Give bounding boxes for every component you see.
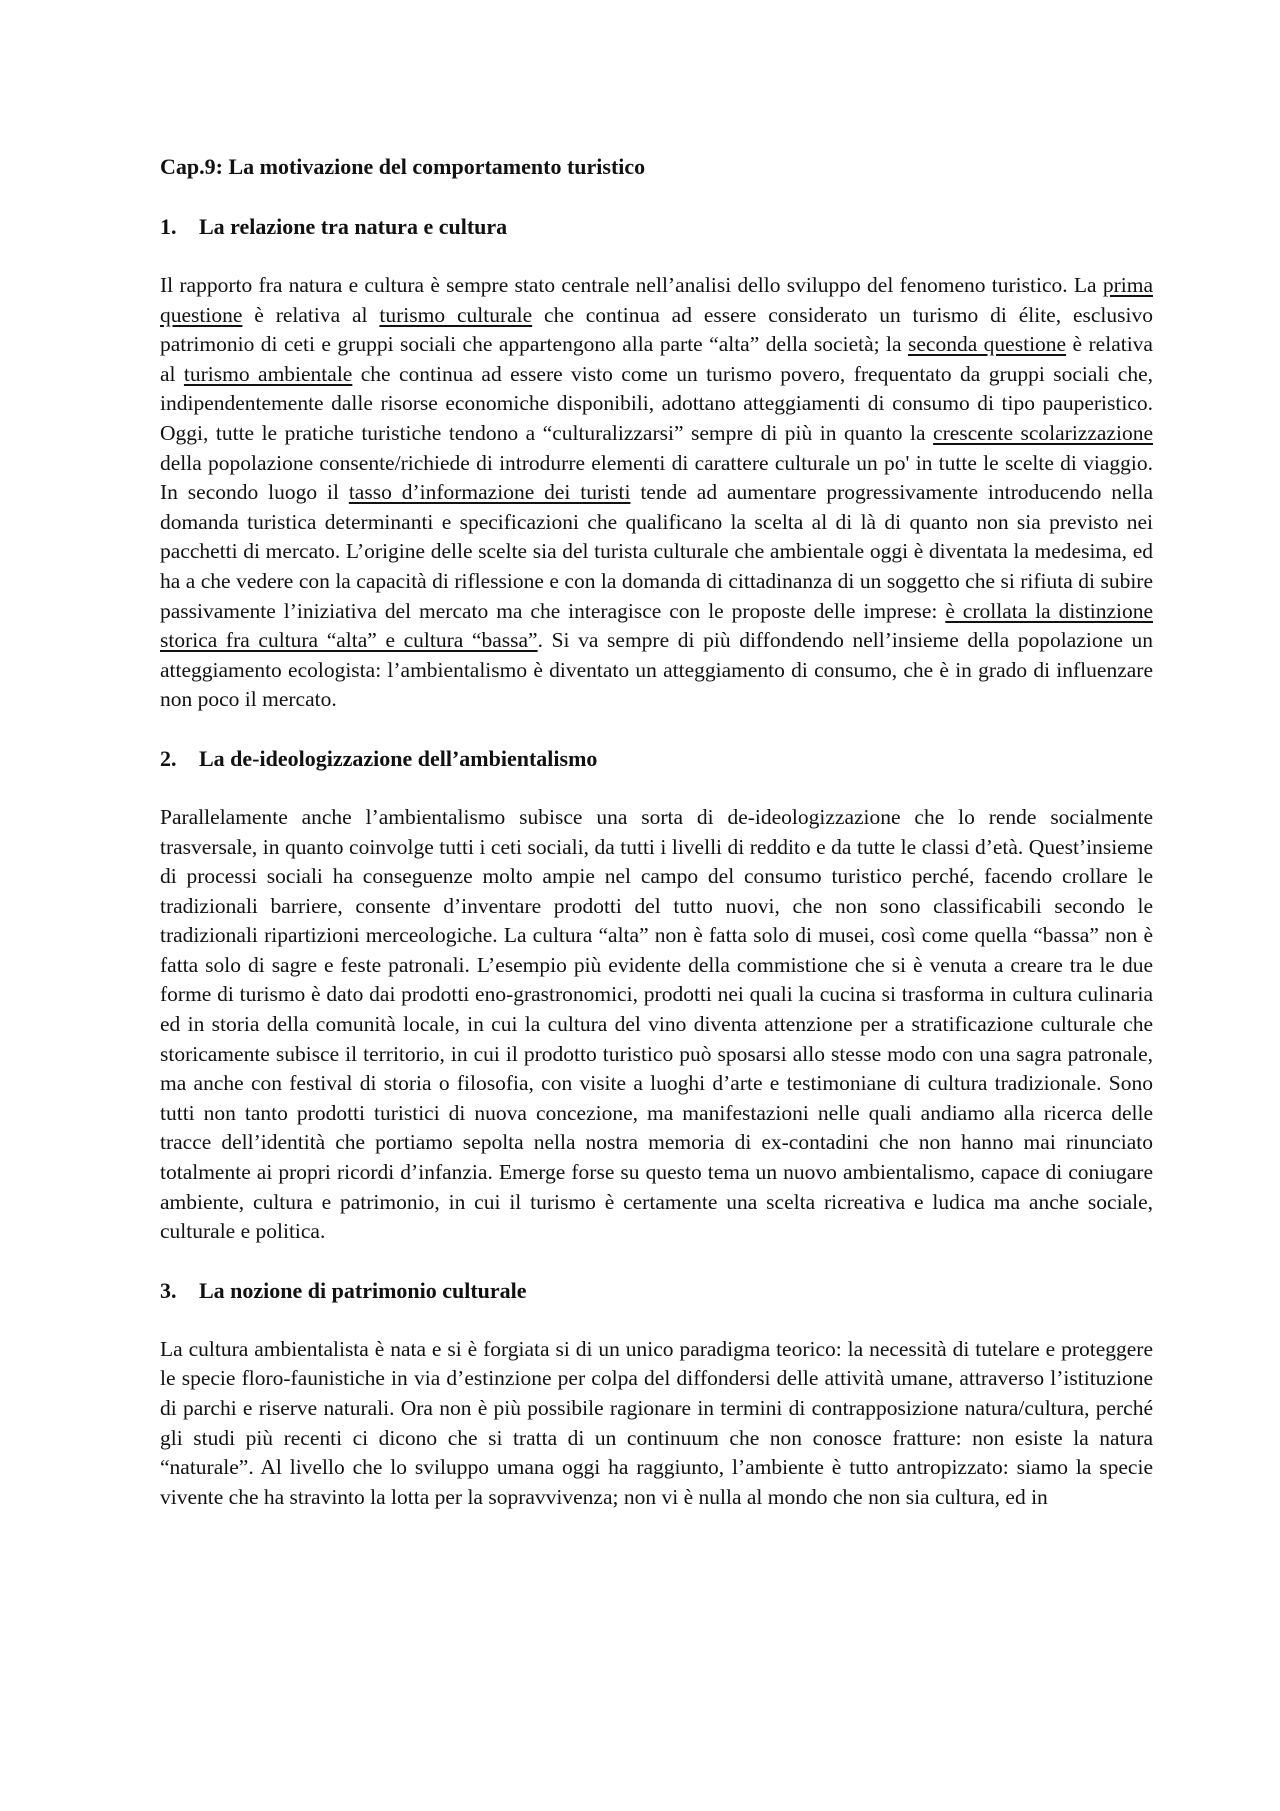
section-title: La de-ideologizzazione dell’ambientalismo <box>199 745 598 771</box>
section-title: La relazione tra natura e cultura <box>199 214 508 239</box>
underlined-text: turismo culturale <box>379 302 533 327</box>
text-run: Il rapporto fra natura e cultura è sempre stato centrale nell’analisi dello sviluppo del fenomeno turistico. La <box>160 273 1103 297</box>
section-heading-2 <box>160 744 1153 774</box>
underlined-text: turismo ambientale <box>183 361 353 386</box>
text-run: è relativa al <box>160 332 1153 386</box>
text-run: è relativa al <box>242 302 380 327</box>
section-2-paragraph: Parallelamente anche l’ambientalismo subisce una sorta di de-ideologizzazione che lo rende socialmente trasversale, in quanto coinvolge tutti i ceti sociali, da tutti i livelli di reddito e da tutte le classi d’età. Quest’insieme di processi sociali ha conseguenze molto ampie nel campo del consumo turistico perché, facendo crollare le tradizionali barriere, consente d’inventare prodotti del tutto nuovi, che non sono classificabili secondo le tradizionali ripartizioni merceologiche. La cultura “alta” non è fatta solo di musei, così come quella “bassa” non è fatta solo di sagre e feste patronali. L’esempio più evidente della commistione che si è venuta a creare tra le due forme di turismo è dato dai prodotti eno-grastronomici, prodotti nei quali la cucina si trasforma in cultura culinaria ed in storia della comunità locale, in cui la cultura del vino diventa attenzione per a stratificazione culturale che storicamente subisce il territorio, in cui il prodotto turistico può sposarsi allo stesse modo con una sagra patronale, ma anche con festival di storia o filosofia, con visite a luoghi d’arte e testimoniane di cultura tradizionale. Sono tutti non tanto prodotti turistici di nuova concezione, ma manifestazioni nelle quali andiamo alla ricerca delle tracce dell’identità che portiamo sepolta nella nostra memoria di ex-contadini che non hanno mai rinunciato totalmente ai propri ricordi d’infanzia. Emerge forse su questo tema un nuovo ambientalismo, capace di coniugare ambiente, cultura e patrimonio, in cui il turismo è certamente una scelta ricreativa e ludica ma anche sociale, culturale e politica. <box>160 804 1153 1244</box>
text-run: tende ad aumentare progressivamente introducendo nella domanda turistica determinanti e specificazioni che qualificano la scelta al di là di quanto non sia previsto nei pacchetti di mercato. L’origine delle scelte sia del turista culturale che ambientale oggi è diventata la medesima, ed ha a che vedere con la capacità di riflessione e con la domanda di cittadinanza di un soggetto che si rifiuta di subire passivamente l’iniziativa del mercato ma che interagisce con le proposte delle imprese: <box>160 480 1154 623</box>
section-number: 1. <box>160 214 177 239</box>
section-title: La nozione di patrimonio culturale <box>199 1277 527 1303</box>
section-heading-1 <box>160 212 1153 242</box>
document-page <box>160 152 1153 1512</box>
text-run: che continua ad essere visto come un turismo povero, frequentato da gruppi sociali che, indipendentemente dalle risorse economiche disponibili, adottano atteggiamenti di consumo di tipo pauperistico. Oggi, tutte le pratiche turistiche tendono a “culturalizzarsi” sempre di più in quanto la <box>160 361 1153 445</box>
section-number: 2. <box>160 745 177 771</box>
underlined-text: prima questione <box>160 273 1153 327</box>
text-run: della popolazione consente/richiede di introdurre elementi di carattere culturale un po' in tutte le scelte di viaggio. In secondo luogo il <box>160 450 1153 505</box>
underlined-text: crescente scolarizzazione <box>933 420 1153 445</box>
text-run: . Si va sempre di più diffondendo nell’insieme della popolazione un atteggiamento ecologista: l’ambientalismo è diventato un atteggiamento di consumo, che è in grado di influenzare non poco il mercato. <box>160 628 1153 712</box>
underlined-text: è crollata la distinzione storica fra cultura “alta” e cultura “bassa” <box>160 598 1153 653</box>
section-heading-3 <box>160 1276 1153 1306</box>
underlined-text: tasso d’informazione dei turisti <box>348 480 631 505</box>
underlined-text: seconda questione <box>908 332 1067 357</box>
section-number: 3. <box>160 1277 177 1303</box>
section-1-paragraph <box>160 271 1153 715</box>
page-title: Cap.9: La motivazione del comportamento turistico <box>160 154 646 179</box>
text-run: che continua ad essere considerato un turismo di élite, esclusivo patrimonio di ceti e gruppi sociali che appartengono alla parte “alta” della società; la <box>160 302 1153 357</box>
section-3-paragraph: La cultura ambientalista è nata e si è forgiata si di un unico paradigma teorico: la necessità di tutelare e proteggere le specie floro-faunistiche in via d’estinzione per colpa del diffondersi delle attività umane, attraverso l’istituzione di parchi e riserve naturali. Ora non è più possibile ragionare in termini di contrapposizione natura/cultura, perché gli studi più recenti ci dicono che si tratta di un continuum che non conosce fratture: non esiste la natura “naturale”. Al livello che lo sviluppo umana oggi ha raggiunto, l’ambiente è tutto antropizzato: siamo la specie vivente che ha stravinto la lotta per la sopravvivenza; non vi è nulla al mondo che non sia cultura, ed in <box>160 1336 1153 1509</box>
